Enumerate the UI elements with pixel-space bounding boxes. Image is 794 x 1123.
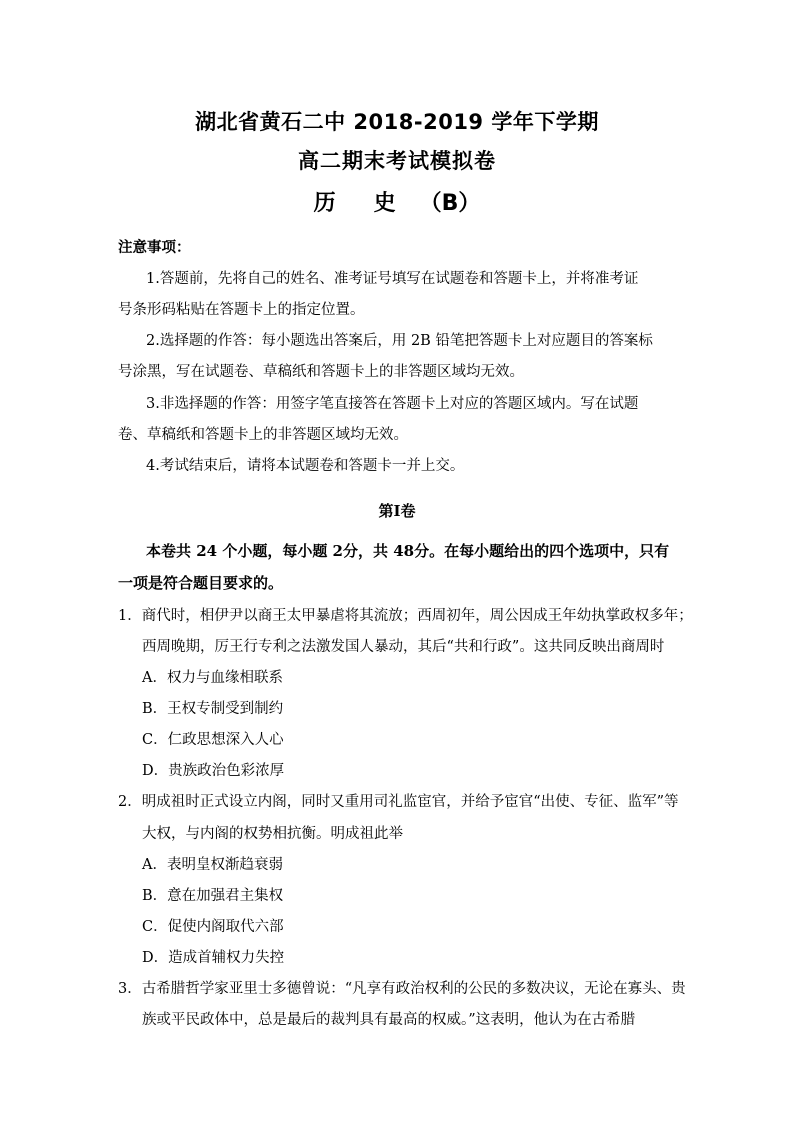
question-3-stem-2: 族或平民政体中，总是最后的裁判具有最高的权威。”这表明，他认为在古希腊 [142,1012,636,1028]
question-1-option-b: B．王权专制受到制约 [142,701,284,717]
subject-title [0,186,794,217]
subject-variant: （B） [419,191,481,216]
exam-title-line1: 湖北省黄石二中 2018-2019 学年下学期 [195,110,599,134]
question-2-option-a: A．表明皇权渐趋衰弱 [142,857,283,873]
exam-title-line2: 高二期末考试模拟卷 [298,149,496,173]
subject-char-2: 史 [373,191,396,216]
question-1-option-d: D．贵族政治色彩浓厚 [142,763,285,779]
question-1-option-c: C．仁政思想深入人心 [142,732,284,748]
notes-line-5: 3.非选择题的作答：用签字笔直接答在答题卡上对应的答题区域内。写在试题 [146,396,639,412]
notes-line-1: 1.答题前，先将自己的姓名、准考证号填写在试题卷和答题卡上，并将准考证 [146,271,639,287]
notes-line-3: 2.选择题的作答：每小题选出答案后，用 2B 铅笔把答题卡上对应题目的答案标 [146,333,653,349]
notes-heading: 注意事项： [118,239,191,256]
section-title: 第Ⅰ卷 [378,502,416,520]
question-2-stem-2: 大权，与内阁的权势相抗衡。明成祖此举 [142,826,403,842]
question-2-option-c: C．促使内阁取代六部 [142,919,284,935]
section-instruction-2: 一项是符合题目要求的。 [118,574,284,592]
notes-line-2: 号条形码粘贴在答题卡上的指定位置。 [118,302,365,318]
subject-char-1: 历 [313,191,336,216]
question-2-option-b: B．意在加强君主集权 [142,888,284,904]
question-1-stem-1: 1．商代时，相伊尹以商王太甲暴虐将其流放；西周初年，周公因成王年幼执掌政权多年； [118,608,693,624]
notes-line-6: 卷、草稿纸和答题卡上的非答题区域均无效。 [118,427,408,443]
question-2-option-d: D．造成首辅权力失控 [142,950,285,966]
question-1-stem-2: 西周晚期，厉王行专利之法激发国人暴动，其后“共和行政”。这共同反映出商周时 [142,639,665,655]
question-1-option-a: A．权力与血缘相联系 [142,670,283,686]
section-instruction-1: 本卷共 24 个小题，每小题 2分，共 48分。在每小题给出的四个选项中，只有 [146,542,670,560]
notes-line-7: 4.考试结束后，请将本试题卷和答题卡一并上交。 [146,458,465,474]
question-2-stem-1: 2．明成祖时正式设立内阁，同时又重用司礼监宦官，并给予宦官“出使、专征、监军”等 [118,794,679,810]
notes-line-4: 号涂黑，写在试题卷、草稿纸和答题卡上的非答题区域均无效。 [118,364,524,380]
question-3-stem-1: 3．古希腊哲学家亚里士多德曾说：“凡享有政治权利的公民的多数决议，无论在寡头、贵 [118,981,686,997]
